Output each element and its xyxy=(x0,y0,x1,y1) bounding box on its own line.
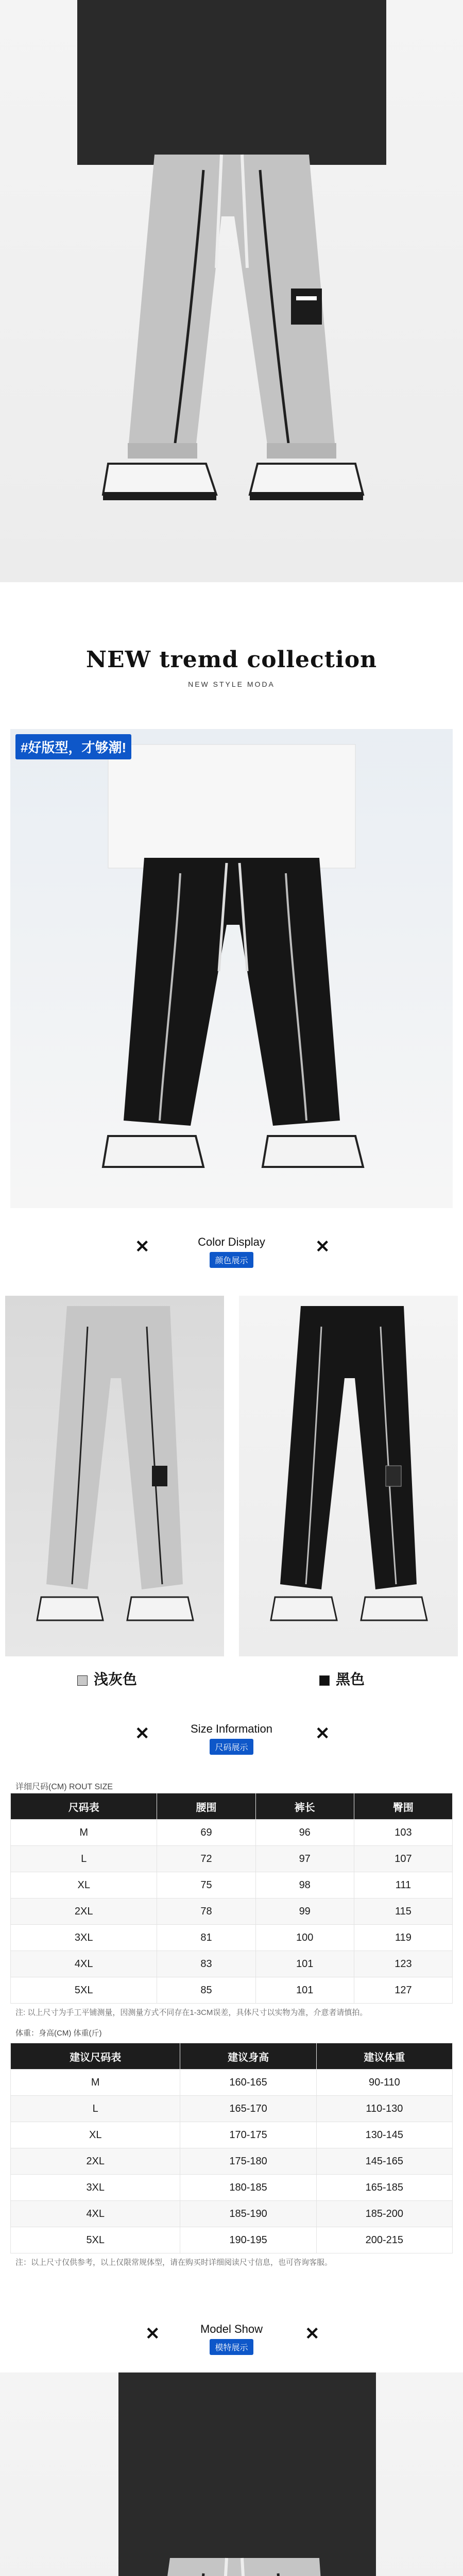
size-caption: 详细尺码(CM) ROUT SIZE xyxy=(15,1783,113,1791)
color-display-subtitle: 颜色展示 xyxy=(210,1252,253,1268)
cell: 99 xyxy=(255,1899,354,1925)
size-header-size: 尺码表 xyxy=(11,1793,157,1820)
table-row xyxy=(11,2201,453,2227)
swatch-grey-chip xyxy=(77,1675,88,1686)
cell: 130-145 xyxy=(316,2122,452,2148)
cell: 145-165 xyxy=(316,2148,452,2175)
size-info-title: Size Information xyxy=(191,1722,272,1735)
x-mark-left-2: ✕ xyxy=(135,1724,150,1743)
cell: XL xyxy=(11,2122,180,2148)
x-mark-left-3: ✕ xyxy=(145,2324,160,2344)
size-info-subtitle: 尺码展示 xyxy=(210,1739,253,1755)
cell: 78 xyxy=(157,1899,255,1925)
cell: 2XL xyxy=(11,1899,157,1925)
cell: 190-195 xyxy=(180,2227,316,2253)
table-row xyxy=(11,1872,453,1899)
rec-table-wrap xyxy=(10,2043,453,2253)
model-photo-1 xyxy=(0,2372,463,2576)
cell: 103 xyxy=(354,1820,452,1846)
table-row xyxy=(11,1899,453,1925)
table-row xyxy=(11,1925,453,1951)
cell: 69 xyxy=(157,1820,255,1846)
cell: 101 xyxy=(255,1951,354,1977)
rec-header-height: 建议身高 xyxy=(180,2043,316,2070)
cell: 165-185 xyxy=(316,2175,452,2201)
grey-color-photo xyxy=(5,1296,224,1656)
cell: M xyxy=(11,2070,180,2096)
table-row xyxy=(11,2227,453,2253)
table-row xyxy=(11,1846,453,1872)
cell: 115 xyxy=(354,1899,452,1925)
table-row xyxy=(11,1820,453,1846)
cell: 4XL xyxy=(11,2201,180,2227)
cell: 160-165 xyxy=(180,2070,316,2096)
rec-table-header-row xyxy=(11,2043,453,2070)
new-collection-header xyxy=(0,647,463,688)
cell: 98 xyxy=(255,1872,354,1899)
cell: 3XL xyxy=(11,2175,180,2201)
size-table-header-row xyxy=(11,1793,453,1820)
table-row xyxy=(11,2096,453,2122)
cell: 97 xyxy=(255,1846,354,1872)
size-header-hip: 臀围 xyxy=(354,1793,452,1820)
x-mark-right: ✕ xyxy=(315,1237,330,1257)
cell: 4XL xyxy=(11,1951,157,1977)
cell: 85 xyxy=(157,1977,255,2004)
cell: 96 xyxy=(255,1820,354,1846)
cell: 185-200 xyxy=(316,2201,452,2227)
size-note-2: 注：以上尺寸仅供参考，以上仅限常规体型，请在购买时详细阅读尺寸信息，也可咨询客服。 xyxy=(15,2258,333,2267)
new-collection-title: NEW tremd collection xyxy=(85,647,378,673)
model-show-subtitle: 模特展示 xyxy=(210,2339,253,2355)
hero-figure xyxy=(0,0,463,582)
cell: M xyxy=(11,1820,157,1846)
cell: 111 xyxy=(354,1872,452,1899)
cell: 101 xyxy=(255,1977,354,2004)
cell: 175-180 xyxy=(180,2148,316,2175)
cell: 165-170 xyxy=(180,2096,316,2122)
black-pants-small-figure xyxy=(239,1296,458,1656)
table-row xyxy=(11,1951,453,1977)
cell: 170-175 xyxy=(180,2122,316,2148)
x-mark-left: ✕ xyxy=(135,1237,150,1257)
x-mark-right-3: ✕ xyxy=(305,2324,320,2344)
size-header-length: 裤长 xyxy=(255,1793,354,1820)
cell: 5XL xyxy=(11,2227,180,2253)
slim-fit-tag: #好版型，才够潮! xyxy=(15,734,131,759)
grey-pants-figure xyxy=(5,1296,224,1656)
cell: 119 xyxy=(354,1925,452,1951)
cell: L xyxy=(11,1846,157,1872)
table-row xyxy=(11,2148,453,2175)
swatch-black-label: 黑色 xyxy=(336,1671,365,1687)
swatch-black-chip xyxy=(319,1675,330,1686)
size-note-1: 注: 以上尺寸为手工平铺测量，因测量方式不同存在1-3CM误差，具体尺寸以实物为准，介意者请慎拍。 xyxy=(15,2008,368,2017)
swatch-grey-label: 浅灰色 xyxy=(94,1671,138,1687)
table-row xyxy=(11,2122,453,2148)
model-figure-1 xyxy=(0,2372,463,2576)
cell: XL xyxy=(11,1872,157,1899)
size-info-header xyxy=(0,1722,463,1755)
color-display-header xyxy=(0,1235,463,1268)
rec-header-weight: 建议体重 xyxy=(316,2043,452,2070)
cell: 5XL xyxy=(11,1977,157,2004)
size-header-waist: 腰围 xyxy=(157,1793,255,1820)
size-table-wrap xyxy=(10,1793,453,2004)
x-mark-right-2: ✕ xyxy=(315,1724,330,1743)
swatch-grey xyxy=(77,1668,137,1689)
size-table xyxy=(10,1793,453,2004)
rec-header-size: 建议尺码表 xyxy=(11,2043,180,2070)
model-show-header xyxy=(0,2323,463,2355)
cell: 2XL xyxy=(11,2148,180,2175)
table-row xyxy=(11,2175,453,2201)
cell: 107 xyxy=(354,1846,452,1872)
cell: 3XL xyxy=(11,1925,157,1951)
hero-photo xyxy=(0,0,463,582)
table-row xyxy=(11,1977,453,2004)
cell: 100 xyxy=(255,1925,354,1951)
black-pants-photo xyxy=(10,729,453,1208)
weight-caption: 体重：身高(CM) 体重(斤) xyxy=(15,2029,102,2038)
swatch-black xyxy=(319,1668,365,1689)
cell: 90-110 xyxy=(316,2070,452,2096)
cell: 127 xyxy=(354,1977,452,2004)
model-show-title: Model Show xyxy=(200,2323,263,2335)
cell: 185-190 xyxy=(180,2201,316,2227)
cell: 72 xyxy=(157,1846,255,1872)
cell: 81 xyxy=(157,1925,255,1951)
cell: 123 xyxy=(354,1951,452,1977)
cell: 83 xyxy=(157,1951,255,1977)
table-row xyxy=(11,2070,453,2096)
new-collection-subtitle: NEW STYLE MODA xyxy=(188,680,275,688)
cell: 180-185 xyxy=(180,2175,316,2201)
cell: 200-215 xyxy=(316,2227,452,2253)
cell: 110-130 xyxy=(316,2096,452,2122)
black-pants-figure xyxy=(10,729,453,1208)
color-display-title: Color Display xyxy=(198,1235,265,1248)
cell: 75 xyxy=(157,1872,255,1899)
black-color-photo xyxy=(239,1296,458,1656)
cell: L xyxy=(11,2096,180,2122)
recommend-size-table xyxy=(10,2043,453,2253)
